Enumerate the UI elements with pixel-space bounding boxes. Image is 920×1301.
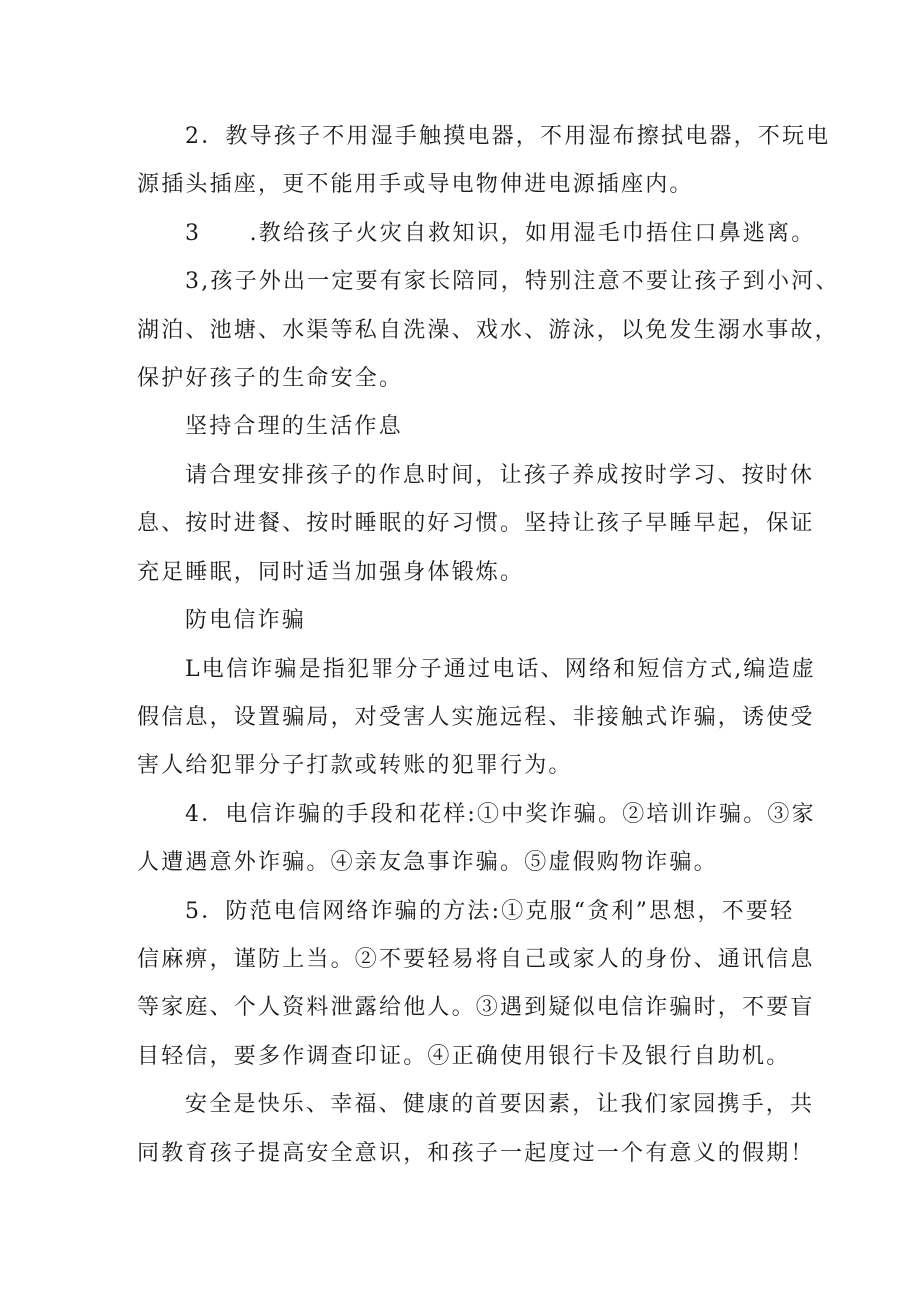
paragraph-line: 2．教导孩子不用湿手触摸电器，不用湿布擦拭电器，不玩电	[185, 124, 831, 149]
paragraph-line: 假信息，设置骗局，对受害人实施远程、非接触式诈骗，诱使受	[137, 705, 815, 730]
paragraph-line: 信麻痹，谨防上当。②不要轻易将自己或家人的身份、通讯信息	[137, 947, 815, 972]
paragraph-line: 3,孩子外出一定要有家长陪同，特别注意不要让孩子到小河、	[185, 269, 840, 294]
section-heading: 坚持合理的生活作息	[185, 414, 403, 439]
paragraph-line: 同教育孩子提高安全意识，和孩子一起度过一个有意义的假期！	[137, 1141, 815, 1166]
paragraph-line: 源插头插座，更不能用手或导电物伸进电源插座内。	[137, 172, 694, 197]
paragraph-line: 3 .教给孩子火灾自救知识，如用湿毛巾捂住口鼻逃离。	[185, 221, 816, 246]
paragraph-line: 请合理安排孩子的作息时间，让孩子养成按时学习、按时休	[185, 463, 815, 488]
paragraph-line: 充足睡眠，同时适当加强身体锻炼。	[137, 560, 525, 585]
paragraph-line: 人遭遇意外诈骗。④亲友急事诈骗。⑤虚假购物诈骗。	[137, 850, 718, 875]
paragraph-line: 5．防范电信网络诈骗的方法:①克服“贪利”思想，不要轻	[185, 899, 795, 924]
paragraph-line: 保护好孩子的生命安全。	[137, 366, 404, 391]
paragraph-line: 湖泊、池塘、水渠等私自洗澡、戏水、游泳，以免发生溺水事故，	[137, 318, 839, 343]
paragraph-line: 害人给犯罪分子打款或转账的犯罪行为。	[137, 753, 573, 778]
paragraph-line: 4．电信诈骗的手段和花样:①中奖诈骗。②培训诈骗。③家	[185, 802, 816, 827]
paragraph-line: 等家庭、个人资料泄露给他人。③遇到疑似电信诈骗时，不要盲	[137, 995, 815, 1020]
paragraph-line: L电信诈骗是指犯罪分子通过电话、网络和短信方式,编造虚	[185, 657, 817, 682]
paragraph-line: 息、按时进餐、按时睡眠的好习惯。坚持让孩子早睡早起，保证	[137, 511, 815, 536]
paragraph-line: 安全是快乐、幸福、健康的首要因素，让我们家园携手，共	[185, 1092, 815, 1117]
paragraph-line: 目轻信，要多作调查印证。④正确使用银行卡及银行自助机。	[137, 1044, 791, 1069]
section-heading: 防电信诈骗	[185, 608, 307, 633]
